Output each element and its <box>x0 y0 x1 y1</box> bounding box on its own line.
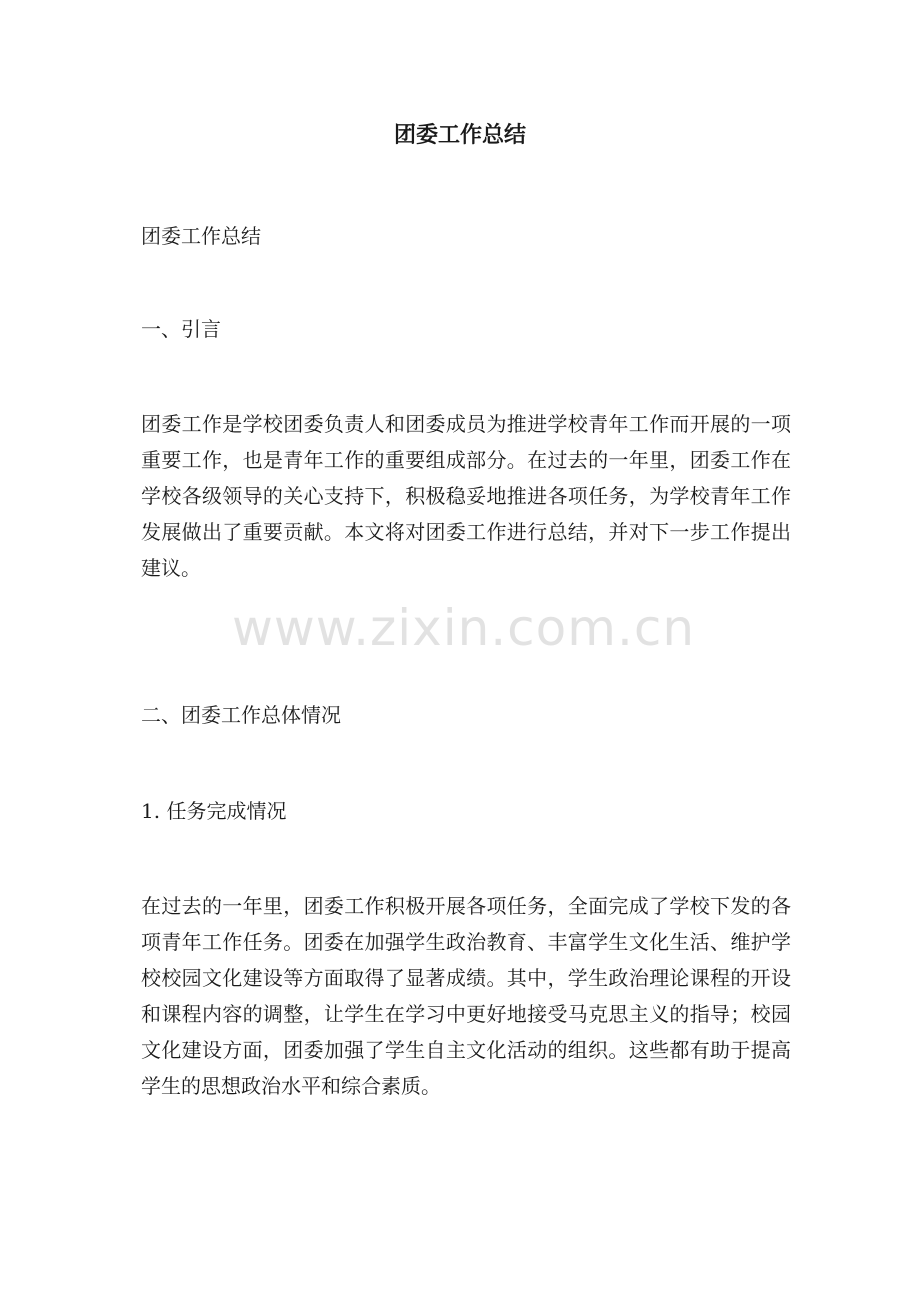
task-paragraph: 在过去的一年里，团委工作积极开展各项任务，全面完成了学校下发的各项青年工作任务。团委在加强学生政治教育、丰富学生文化生活、维护学校校园文化建设等方面取得了显著成绩。其中，学生政治理论课程的开设和课程内容的调整，让学生在学习中更好地接受马克思主义的指导；校园文化建设方面，团委加强了学生自主文化活动的组织。这些都有助于提高学生的思想政治水平和综合素质。 <box>141 894 791 1098</box>
subsection-heading-tasks: 1. 任务完成情况 <box>141 799 287 823</box>
section-heading-introduction: 一、引言 <box>141 317 221 341</box>
watermark: www.zixin.com.cn <box>232 599 696 657</box>
section-heading-overall: 二、团委工作总体情况 <box>141 703 341 727</box>
document-title: 团委工作总结 <box>393 123 526 148</box>
document-subtitle: 团委工作总结 <box>141 224 261 248</box>
intro-paragraph: 团委工作是学校团委负责人和团委成员为推进学校青年工作而开展的一项重要工作，也是青年工作的重要组成部分。在过去的一年里，团委工作在学校各级领导的关心支持下，积极稳妥地推进各项任务，为学校青年工作发展做出了重要贡献。本文将对团委工作进行总结，并对下一步工作提出建议。 <box>141 412 791 580</box>
